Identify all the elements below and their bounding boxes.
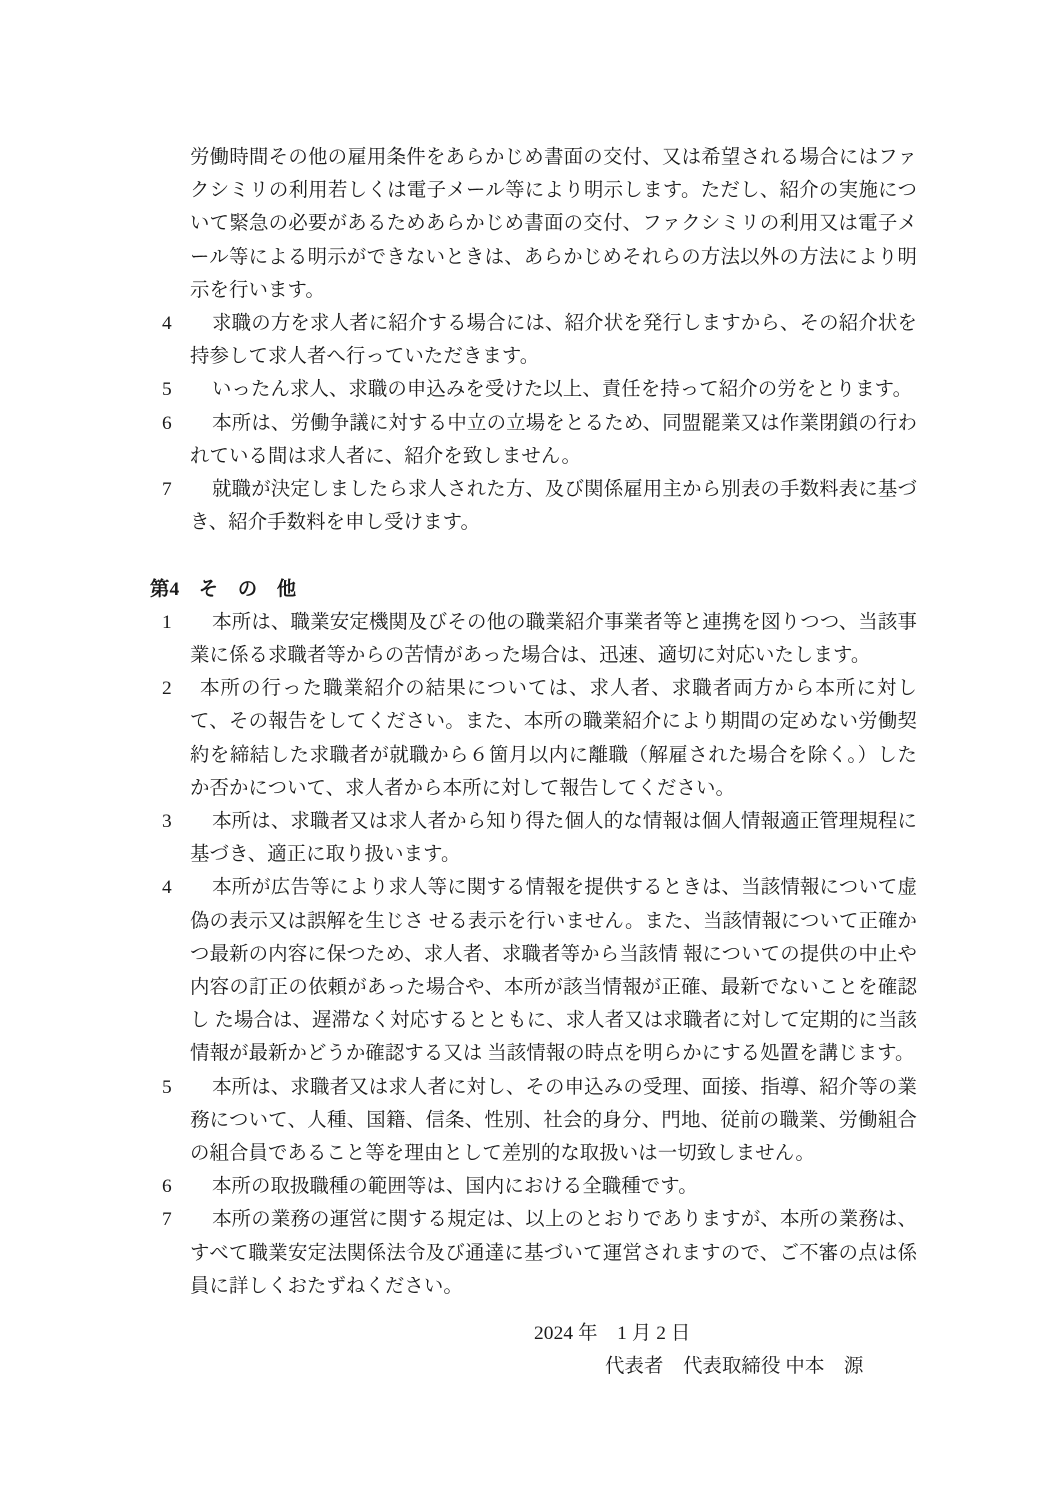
list-item-text: 本所は、職業安定機関及びその他の職業紹介事業者等と連携を図りつつ、当該事業に係る求職者等からの苦情があった場合は、迅速、適切に対応いたします。: [190, 611, 917, 667]
list-item-text: いったん求人、求職の申込みを受けた以上、責任を持って紹介の労をとります。: [212, 379, 913, 401]
list-item-number: 1: [162, 611, 172, 633]
list-item-text: 本所が広告等により求人等に関する情報を提供するときは、当該情報について虚偽の表示又は誤解を生じさ せる表示を行いません。また、当該情報について正確かつ最新の内容に保つため、求人者、求職者等から当該情 報についての提供の中止や内容の訂正の依頼があった場合や、本所が該当情報が正確、最新でないことを確認し た場合は、遅滞なく対応するとともに、求人者又は求職者に対して定期的に当該情報が最新かどうか確認する又は 当該情報の時点を明らかにする処置を講じます。: [190, 877, 917, 1065]
list-item: [150, 407, 917, 473]
signature-representative: 代表者 代表取締役 中本 源: [605, 1356, 864, 1378]
signature-date: 2024 年 1 月 2 日: [534, 1323, 691, 1345]
list-item: [150, 606, 917, 672]
list-item: [150, 871, 917, 1070]
list-item-number: 2: [162, 678, 172, 700]
list-item: [150, 1203, 917, 1303]
list-item-text: 本所は、求職者又は求人者から知り得た個人的な情報は個人情報適正管理規程に基づき、適正に取り扱います。: [190, 811, 917, 866]
list-item-text: 就職が決定しましたら求人された方、及び関係雇用主から別表の手数料表に基づき、紹介手数料を申し受けます。: [190, 479, 917, 534]
list-item-number: 4: [162, 877, 172, 899]
list-item: [150, 672, 917, 805]
list-item: [150, 1170, 917, 1203]
list-item-number: 7: [162, 1209, 172, 1231]
list-item-number: 3: [162, 811, 172, 833]
list-item: [150, 1071, 917, 1171]
list-item-number: 6: [162, 1176, 172, 1198]
document-body: [150, 141, 917, 1384]
list-item-text: 本所は、労働争議に対する中立の立場をとるため、同盟罷業又は作業閉鎖の行われている間は求人者に、紹介を致しません。: [190, 412, 917, 467]
list-item: [150, 373, 917, 406]
list-item-number: 5: [162, 1076, 172, 1098]
list-item-text: 本所の取扱職種の範囲等は、国内における全職種です。: [212, 1176, 698, 1198]
list-item-text: 本所の業務の運営に関する規定は、以上のとおりでありますが、本所の業務は、すべて職業安定法関係法令及び通達に基づいて運営されますので、ご不審の点は係員に詳しくおたずねください。: [190, 1209, 917, 1297]
section-spacer: [150, 539, 917, 572]
list-item-text: 本所の行った職業紹介の結果については、求人者、求職者両方から本所に対して、その報告をしてください。また、本所の職業紹介により期間の定めない労働契約を締結した求職者が就職から６箇月以内に離職（解雇された場合を除く。）したか否かについて、求人者から本所に対して報告してください。: [190, 678, 917, 799]
lead-paragraph: 労働時間その他の雇用条件をあらかじめ書面の交付、又は希望される場合にはファクシミリの利用若しくは電子メール等により明示します。ただし、紹介の実施について緊急の必要があるためあらかじめ書面の交付、ファクシミリの利用又は電子メール等による明示ができないときは、あらかじめそれらの方法以外の方法により明示を行います。: [190, 147, 917, 301]
list-item-number: 5: [162, 379, 172, 401]
list-item-text: 本所は、求職者又は求人者に対し、その申込みの受理、面接、指導、紹介等の業務について、人種、国籍、信条、性別、社会的身分、門地、従前の職業、労働組合の組合員であること等を理由として差別的な取扱いは一切致しません。: [190, 1076, 917, 1165]
list-item-number: 4: [162, 313, 172, 335]
list-item-number: 7: [162, 479, 172, 501]
list-item: [150, 805, 917, 871]
list-item: [150, 473, 917, 539]
list-item-text: 求職の方を求人者に紹介する場合には、紹介状を発行しますから、その紹介状を持参して求人者へ行っていただきます。: [190, 313, 917, 368]
list-item: [150, 307, 917, 373]
list-item-number: 6: [162, 412, 172, 434]
section-heading: 第4 そ の 他: [150, 578, 297, 600]
signature-block: [150, 1317, 917, 1383]
